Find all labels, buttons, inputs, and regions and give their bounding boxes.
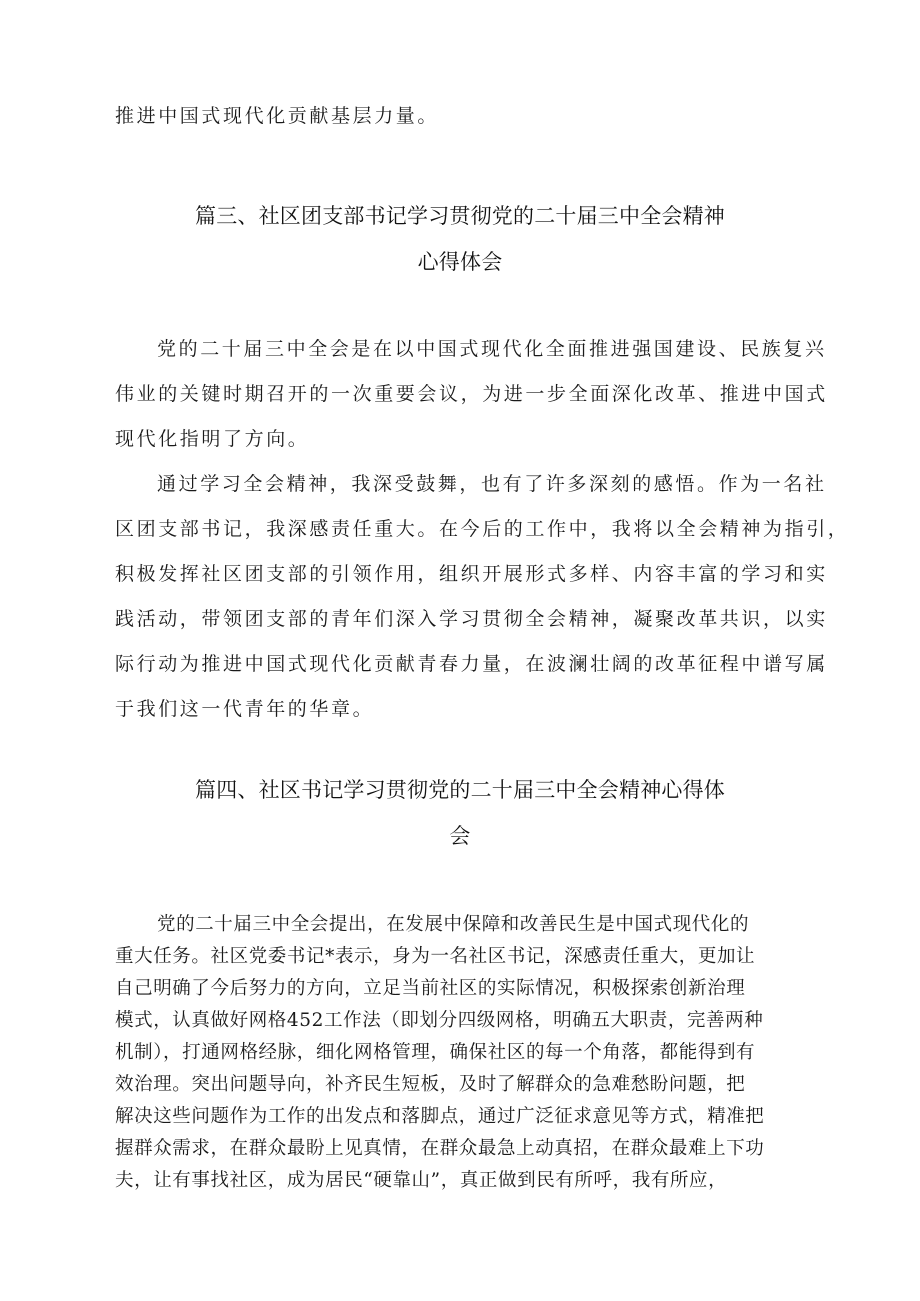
section4-para1-line4: 模式，认真做好网格452工作法（即划分四级网格，明确五大职责，完善两种 bbox=[115, 1010, 764, 1031]
section3-para2-line3: 积极发挥社区团支部的引领作用，组织开展形式多样、内容丰富的学习和实 bbox=[115, 563, 828, 585]
section4-title-line1: 篇四、社区书记学习贯彻党的二十届三中全会精神心得体 bbox=[195, 778, 725, 802]
section3-para1-line2: 伟业的关键时期召开的一次重要会议，为进一步全面深化改革、推进中国式 bbox=[115, 383, 828, 405]
section4-para1-line2: 重大任务。社区党委书记*表示，身为一名社区书记，深感责任重大，更加让 bbox=[115, 946, 756, 967]
section3-para2-line1: 通过学习全会精神，我深受鼓舞，也有了许多深刻的感悟。作为一名社 bbox=[157, 473, 827, 495]
section4-para1-line1: 党的二十届三中全会提出，在发展中保障和改善民生是中国式现代化的 bbox=[157, 914, 750, 935]
section4-para1-line7: 解决这些问题作为工作的出发点和落脚点，通过广泛征求意见等方式，精准把 bbox=[115, 1106, 765, 1127]
section3-para1-line1: 党的二十届三中全会是在以中国式现代化全面推进强国建设、民族复兴 bbox=[157, 338, 827, 360]
section3-para2-line6: 于我们这一代青年的华章。 bbox=[115, 698, 375, 720]
intro-tail-line: 推进中国式现代化贡献基层力量。 bbox=[115, 105, 440, 127]
section4-para1-line6: 效治理。突出问题导向，补齐民生短板，及时了解群众的急难愁盼问题，把 bbox=[115, 1074, 746, 1095]
section3-para2-line2: 区团支部书记，我深感责任重大。在今后的工作中，我将以全会精神为指引， bbox=[115, 518, 850, 540]
section3-para2-line4: 践活动，带领团支部的青年们深入学习贯彻全会精神，凝聚改革共识，以实 bbox=[115, 608, 828, 630]
section4-para1-line9: 夫，让有事找社区，成为居民“硬靠山”，真正做到民有所呼，我有所应， bbox=[115, 1170, 728, 1191]
section4-para1-line3: 自己明确了今后努力的方向，立足当前社区的实际情况，积极探索创新治理 bbox=[115, 978, 746, 999]
section3-title-line2: 心得体会 bbox=[417, 250, 503, 274]
section3-para1-line3: 现代化指明了方向。 bbox=[115, 428, 310, 450]
section3-title-line1: 篇三、社区团支部书记学习贯彻党的二十届三中全会精神 bbox=[195, 204, 725, 228]
section4-para1-line5: 机制），打通网格经脉，细化网格管理，确保社区的每一个角落，都能得到有 bbox=[115, 1042, 756, 1063]
section3-para2-line5: 际行动为推进中国式现代化贡献青春力量，在波澜壮阔的改革征程中谱写属 bbox=[115, 653, 828, 675]
section4-title-line2: 会 bbox=[449, 824, 471, 848]
section4-para1-line8: 握群众需求，在群众最盼上见真情，在群众最急上动真招，在群众最难上下功 bbox=[115, 1138, 765, 1159]
